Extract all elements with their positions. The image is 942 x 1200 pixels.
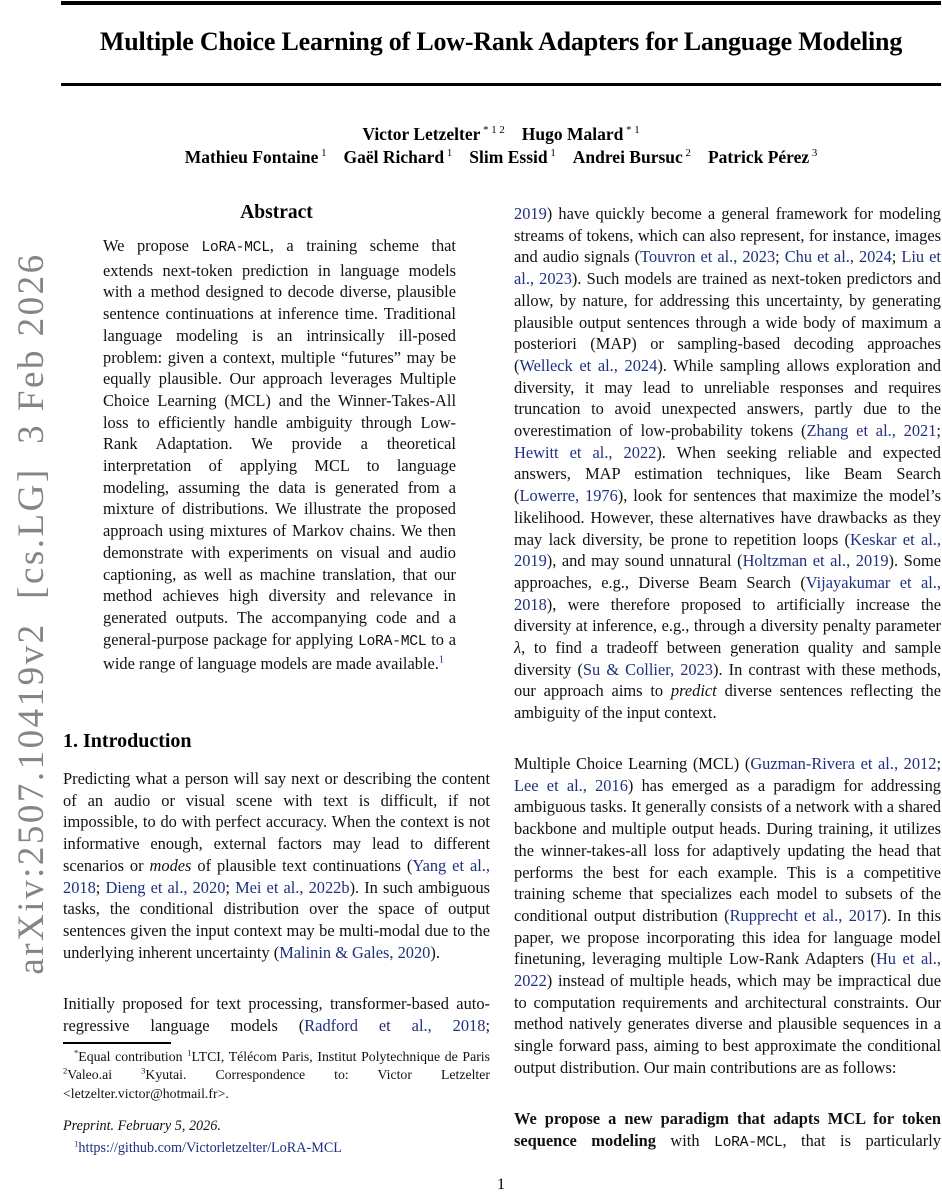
citation-link[interactable]: Liu et al., 2023 (514, 247, 941, 289)
text-span: ) have quickly become a general framework for modeling streams of tokens, which can also represent, for instance, images and audio signals ( (514, 204, 941, 267)
text-span: ; (936, 754, 941, 773)
author-line-2 (61, 146, 941, 169)
footnote-rule (63, 1042, 171, 1044)
abstract-heading: Abstract (240, 202, 313, 223)
text-span: Valeo.ai (67, 1067, 142, 1083)
title-rule-top (61, 1, 941, 5)
text-span: ; (95, 877, 106, 897)
external-link[interactable]: https://github.com/Victorletzelter/LoRA-MCL (78, 1140, 342, 1156)
citation-link[interactable]: Vijayakumar et al., 2018 (514, 572, 941, 614)
text-span: Kyutai. Correspondence to: Victor Letzelter <letzelter.victor@hotmail.fr>. (63, 1067, 490, 1101)
author-block (61, 123, 941, 169)
arxiv-watermark: arXiv:2507.10419v2 [cs.LG] 3 Feb 2026 (11, 252, 52, 975)
citation-link[interactable]: Guzman-Rivera et al., 2012 (750, 754, 937, 773)
text-span: Predicting what a person will say next or describing the content of an audio or visual scene with text is difficult, if not impossible, to do with perfect accuracy. When the context is not informative enough, external factors may lead to different scenarios or (63, 769, 490, 875)
citation-link[interactable]: 2019 (514, 204, 547, 223)
text-span: Mathieu Fontaine (184, 147, 319, 167)
text-span: Hugo Malard (521, 124, 624, 144)
text-span: ; (225, 877, 236, 897)
preprint-notice: Preprint. February 5, 2026. (63, 1118, 221, 1134)
text-span: modes (149, 855, 192, 875)
section-heading-introduction: 1. Introduction (63, 730, 192, 752)
citation-link[interactable]: Welleck et al., 2024 (519, 355, 658, 375)
citation-link[interactable]: Lee et al., 2016 (514, 775, 628, 795)
text-span: to a wide range of language models are made available. (103, 629, 456, 674)
text-span: 1 (444, 147, 453, 160)
text-span: 2 (682, 147, 691, 160)
author-line-1 (61, 123, 941, 146)
text-span: 3 (141, 1065, 146, 1076)
text-span: LoRA-MCL (714, 1134, 783, 1151)
citation-link[interactable]: Lowerre, 1976 (519, 486, 618, 506)
citation-link[interactable]: Mei et al., 2022b (235, 877, 350, 897)
text-span: We propose a new paradigm that adapts MCL for token sequence modeling (514, 1109, 941, 1150)
right-column-paragraph-1 (514, 203, 941, 724)
text-span: , a training scheme that extends next-token prediction in language models with a method designed to decode diverse, plausible sentence continuations at inference time. Traditional language modeling is an intrinsically ill-posed problem: given a context, multiple “futures” may be equally plausible. Our approach leverages Multiple Choice Learning (MCL) and the Winner-Takes-All loss to efficiently handle ambiguity through Low-Rank Adaptation. We provide a theoretical interpretation of applying MCL to language modeling, assuming the data is generated from a mixture of distributions. We illustrate the proposed approach using mixtures of Markov chains. We then demonstrate with experiments on visual and audio captioning, as well as machine translation, that our method achieves high diversity and relevance in generated outputs. The accompanying code and a general-purpose package for applying (103, 236, 456, 649)
text-span: * 1 (623, 124, 640, 137)
text-span: 1 (318, 147, 327, 160)
footnote-link[interactable]: 1 (438, 654, 444, 666)
citation-link[interactable]: Hewitt et al., 2022 (514, 442, 657, 462)
text-span: predict (670, 681, 717, 701)
citation-link[interactable]: Zhang et al., 2021 (806, 421, 937, 441)
citation-link[interactable]: Chu et al., 2024 (784, 247, 892, 267)
text-span: 1 (187, 1047, 192, 1058)
text-span: Multiple Choice Learning (MCL) ( (514, 754, 751, 773)
citation-link[interactable]: Holtzman et al., 2019 (742, 551, 889, 571)
text-span: ). While sampling allows exploration and diversity, it may lead to unreliable responses and requires truncation to avoid unexpected answers, partly due to the overestimation of low-probability tokens ( (514, 355, 942, 441)
footnote-affiliations (63, 1048, 490, 1103)
text-span: ), were therefore proposed to artificially increase the diversity at inference, e.g., through a diversity penalty parameter (514, 594, 941, 636)
text-span: We propose (103, 236, 202, 255)
text-span: ; (485, 1015, 490, 1035)
citation-link[interactable]: Hu et al., 2022 (514, 949, 941, 991)
text-span: ). In contrast with these methods, our approach aims to (514, 659, 941, 701)
text-span: , to find a tradeoff between generation quality and sample diversity ( (514, 638, 941, 679)
text-span: ). In this paper, we propose incorporating this idea for language model finetuning, leveraging multiple Low-Rank Adapters ( (514, 905, 942, 969)
text-span: ; (891, 247, 902, 267)
paper-title: Multiple Choice Learning of Low-Rank Adapters for Language Modeling (99, 27, 903, 56)
text-span: λ (514, 638, 522, 658)
text-span: 2 (63, 1065, 68, 1076)
text-span: Equal contribution (78, 1049, 188, 1064)
text-span: ). (430, 942, 440, 962)
citation-link[interactable]: Malinin & Gales, 2020 (279, 942, 431, 962)
text-span: 3 (809, 147, 818, 160)
text-span: LTCI, Télécom Paris, Institut Polytechnique de Paris (191, 1049, 490, 1064)
right-column-paragraph-3 (514, 1108, 941, 1154)
text-span: ), and may sound unnatural ( (546, 551, 743, 571)
text-span: ) instead of multiple heads, which may be impractical due to computation requirements and architectural constraints. Our method natively generates diverse and plausible sequences in a single forward pass, aiming to best approximate the conditional output distribution. Our main contributions are as follows: (514, 971, 941, 1077)
footnote-link[interactable]: 1 (74, 1138, 79, 1149)
citation-link[interactable]: Yang et al., 2018 (63, 855, 490, 897)
abstract-text (103, 235, 456, 675)
intro-paragraph-2 (63, 993, 490, 1036)
intro-paragraph-1 (63, 768, 490, 963)
text-span: Slim Essid (469, 147, 548, 167)
text-span: diverse sentences reflecting the ambiguity of the input context. (514, 681, 941, 723)
text-span: Initially proposed for text processing, transformer-based auto-regressive language models ( (63, 994, 490, 1035)
text-span: ). Some approaches, e.g., Diverse Beam Search ( (514, 551, 941, 592)
text-span: of plausible text continuations ( (191, 855, 413, 875)
text-span: 1 (547, 147, 556, 160)
text-span: ; (775, 247, 785, 267)
text-span: ) has emerged as a paradigm for addressing ambiguous tasks. It generally consists of a network with a shared backbone and multiple output heads. During training, it utilizes the winner-takes-all loss for adaptively updating the head that performs the best for each example. This is a competitive training scheme that specializes each model to subsets of the conditional output distribution ( (514, 775, 942, 925)
text-span: * 1 2 (480, 124, 505, 137)
text-span: Patrick Pérez (707, 147, 810, 167)
citation-link[interactable]: Rupprecht et al., 2017 (729, 905, 882, 925)
text-span: Andrei Bursuc (572, 147, 683, 167)
text-span: , that is particularly (782, 1130, 941, 1150)
text-span: LoRA-MCL (357, 633, 427, 650)
text-span: ). Such models are trained as next-token predictors and allow, by nature, for addressing this uncertainty, by generating plausible output sentences through a wide body of maximum a posteriori (MAP) or sampling-based decoding approaches ( (514, 269, 941, 375)
page-number: 1 (497, 1176, 505, 1193)
text-span: ), look for sentences that maximize the model’s likelihood. However, these alternatives have drawbacks as they may lack diversity, be prone to repetition loops ( (514, 486, 942, 549)
title-rule-bottom (61, 83, 941, 86)
text-span: Gaël Richard (343, 147, 445, 167)
citation-link[interactable]: Su & Collier, 2023 (582, 659, 713, 679)
text-span: ). When seeking reliable and expected answers, MAP estimation techniques, like Beam Search ( (514, 442, 941, 506)
right-column-paragraph-2 (514, 753, 941, 1079)
text-span: with (655, 1130, 715, 1150)
citation-link[interactable]: Dieng et al., 2020 (105, 877, 226, 897)
footnote-code-link (63, 1139, 490, 1157)
text-span: LoRA-MCL (201, 240, 270, 256)
text-span: * (74, 1047, 79, 1058)
citation-link[interactable]: Touvron et al., 2023 (640, 247, 776, 267)
text-span: ; (936, 421, 941, 441)
citation-link[interactable]: Keskar et al., 2019 (514, 529, 941, 571)
text-span: ). In such ambiguous tasks, the conditional distribution over the space of output sentences given the input context may be multi-modal due to the underlying inherent uncertainty ( (63, 877, 491, 962)
text-span: Victor Letzelter (362, 124, 481, 144)
citation-link[interactable]: Radford et al., 2018 (304, 1015, 486, 1035)
